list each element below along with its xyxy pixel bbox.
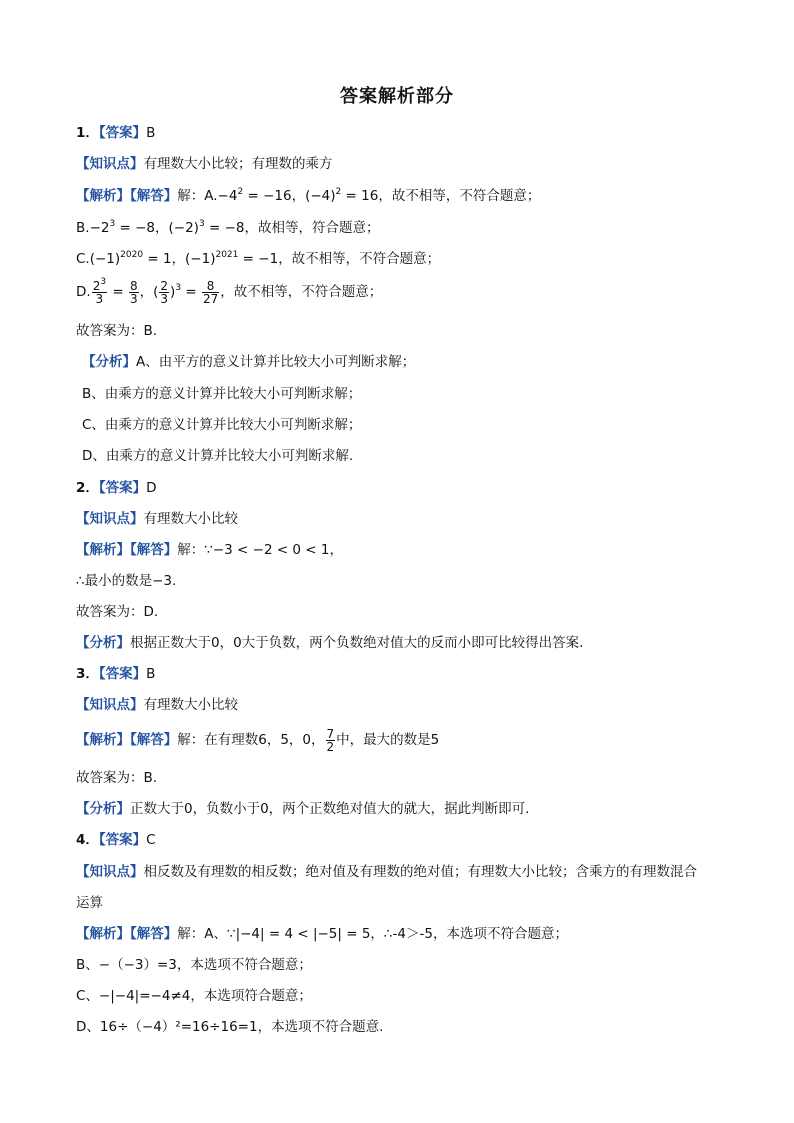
fraction-numerator: 8	[129, 278, 138, 293]
q3-sol-tail: 中，最大的数是5	[336, 732, 440, 748]
q1-a-exp: 2	[237, 187, 244, 197]
q1-conclusion: 故答案为：B.	[76, 323, 158, 339]
q1-solution-b	[76, 218, 379, 238]
q2-solution	[76, 540, 343, 560]
q2-comment-text: 根据正数大于0，0大于负数，两个负数绝对值大的反而小即可比较得出答案.	[130, 635, 584, 651]
q2-solution-text: 解：∵−3 < −2 < 0 < 1，	[177, 542, 344, 558]
q1-c-lead: C.	[76, 251, 90, 267]
q1-c-math: = −1	[238, 251, 279, 267]
page-title: 答案解析部分	[340, 86, 454, 107]
comment-tag: 【分析】	[82, 354, 136, 370]
q3-sol-lead: 解：在有理数6，5，0，	[177, 732, 325, 748]
q1-solution-d: D. $\frac{2^3}{3}$ = $\frac{8}{3}$ ，( $\frac{2}{3}$ )$^3$ = $\frac{8}{27}$ ，故不相等，不符合题意；	[76, 276, 383, 306]
q1-a-math: = −16，(−4)	[243, 188, 336, 204]
q3-solution	[76, 726, 439, 754]
knowledge-tag: 【知识点】	[76, 864, 144, 880]
q1-b-lead: B.	[76, 220, 90, 236]
answer-tag: 【答案】	[98, 480, 147, 496]
q4-knowledge-line	[76, 862, 697, 882]
q1-d-tail: ，故不相等，不符合题意；	[220, 284, 383, 300]
q4-knowledge: 相反数及有理数的相反数；绝对值及有理数的绝对值；有理数大小比较；含乘方的有理数混合	[143, 864, 697, 880]
q2-therefore: ∴最小的数是−3.	[76, 573, 177, 589]
q4-number: 4．	[76, 832, 99, 848]
q1-b-math: = −8，(−2)	[115, 220, 199, 236]
q1-answer: B	[146, 125, 156, 141]
q1-d-lead: D.	[76, 284, 91, 300]
q1-c-tail: ，故不相等，不符合题意；	[278, 251, 441, 267]
q3-knowledge: 有理数大小比较	[143, 697, 238, 713]
analysis-tag: 【解析】	[76, 542, 130, 558]
q1-d-eq: =	[108, 284, 128, 300]
q1-c-exp: 2020	[120, 250, 144, 260]
fraction-exponent: 3	[100, 276, 107, 287]
answer-tag: 【答案】	[98, 832, 147, 848]
q4-answer: C	[146, 832, 156, 848]
q1-b-math: −2	[89, 220, 110, 236]
q1-knowledge-line	[76, 154, 333, 174]
q1-d-fraction	[129, 280, 139, 305]
q1-a-math: = 16	[341, 188, 379, 204]
q1-a-lead: 解：A.	[177, 188, 218, 204]
q1-d-fraction	[159, 280, 169, 305]
q1-number: 1．	[76, 125, 99, 141]
q1-d-eq: =	[181, 284, 201, 300]
answer-tag: 【答案】	[98, 125, 147, 141]
comment-tag: 【分析】	[76, 635, 130, 651]
q2-knowledge-line	[76, 509, 238, 529]
q1-answer-line	[76, 123, 155, 143]
q1-solution-a	[76, 186, 540, 206]
q3-answer-line	[76, 664, 155, 684]
answer-tag: 【答案】	[98, 666, 147, 682]
q1-d-fraction	[92, 276, 107, 306]
fraction-denominator: 27	[202, 291, 219, 306]
q4-answer-line	[76, 830, 156, 850]
q2-answer-line	[76, 478, 157, 498]
fraction-numerator: 8	[202, 280, 219, 293]
analysis-tag: 【解析】	[76, 732, 130, 748]
q1-b-math: = −8	[204, 220, 245, 236]
q1-comment-c: C、由乘方的意义计算并比较大小可判断求解；	[82, 417, 362, 433]
q3-number: 3．	[76, 666, 99, 682]
q2-conclusion: 故答案为：D.	[76, 604, 159, 620]
q4-solution-d: D、16÷（−4）²=16÷16=1，本选项不符合题意.	[76, 1019, 384, 1035]
q2-number: 2．	[76, 480, 99, 496]
solution-tag: 【解答】	[130, 542, 178, 558]
fraction-denominator: 3	[129, 291, 138, 306]
q2-knowledge: 有理数大小比较	[143, 511, 238, 527]
q3-knowledge-line	[76, 695, 238, 715]
q3-comment-text: 正数大于0，负数小于0，两个正数绝对值大的就大，据此判断即可.	[130, 801, 530, 817]
q4-solution-c: C、−|−4|=−4≠4，本选项符合题意；	[76, 988, 312, 1004]
fraction-denominator: 3	[95, 291, 104, 306]
q1-d-fraction	[202, 280, 219, 305]
q1-a-math: −4	[217, 188, 238, 204]
q1-d-exp: 3	[175, 283, 182, 293]
solution-tag: 【解答】	[130, 732, 178, 748]
q1-comment-text: A、由平方的意义计算并比较大小可判断求解；	[136, 354, 416, 370]
q4-solution-b: B、−（−3）=3，本选项不符合题意；	[76, 957, 312, 973]
analysis-tag: 【解析】	[76, 926, 130, 942]
q1-a-exp: 2	[335, 187, 342, 197]
fraction-denominator: 2	[326, 739, 335, 754]
q1-b-exp: 3	[109, 219, 116, 229]
fraction-numerator: 2	[160, 278, 169, 293]
q1-c-math: = 1，(−1)	[143, 251, 216, 267]
fraction-denominator: 3	[160, 291, 169, 306]
q3-fraction	[326, 728, 336, 753]
q3-conclusion: 故答案为：B.	[76, 770, 158, 786]
q3-answer: B	[146, 666, 156, 682]
q1-c-math: (−1)	[89, 251, 121, 267]
analysis-tag: 【解析】	[76, 188, 130, 204]
q1-comment-a	[82, 352, 415, 372]
knowledge-tag: 【知识点】	[76, 697, 144, 713]
q1-b-exp: 3	[198, 219, 205, 229]
q1-d-mid: ，(	[139, 284, 159, 300]
q4-solution-a	[76, 924, 568, 944]
knowledge-tag: 【知识点】	[76, 156, 144, 172]
q2-comment	[76, 633, 583, 653]
q3-comment	[76, 799, 529, 819]
solution-tag: 【解答】	[130, 188, 178, 204]
q1-solution-c	[76, 249, 440, 269]
q4-a-text: 解：A、∵|−4| = 4 < |−5| = 5，∴-4＞-5，本选项不符合题意；	[177, 926, 568, 942]
q1-a-tail: ，故不相等，不符合题意；	[378, 188, 541, 204]
fraction-numerator: 7	[326, 726, 335, 741]
q1-knowledge: 有理数大小比较；有理数的乘方	[143, 156, 333, 172]
q4-knowledge-line-2: 运算	[76, 895, 103, 911]
solution-tag: 【解答】	[130, 926, 178, 942]
q1-c-exp: 2021	[215, 250, 239, 260]
fraction-numerator: 2	[92, 278, 101, 293]
knowledge-tag: 【知识点】	[76, 511, 144, 527]
q1-comment-b: B、由乘方的意义计算并比较大小可判断求解；	[82, 386, 362, 402]
q2-answer: D	[146, 480, 157, 496]
q1-b-tail: ，故相等，符合题意；	[244, 220, 380, 236]
comment-tag: 【分析】	[76, 801, 130, 817]
q1-comment-d: D、由乘方的意义计算并比较大小可判断求解.	[82, 448, 354, 464]
